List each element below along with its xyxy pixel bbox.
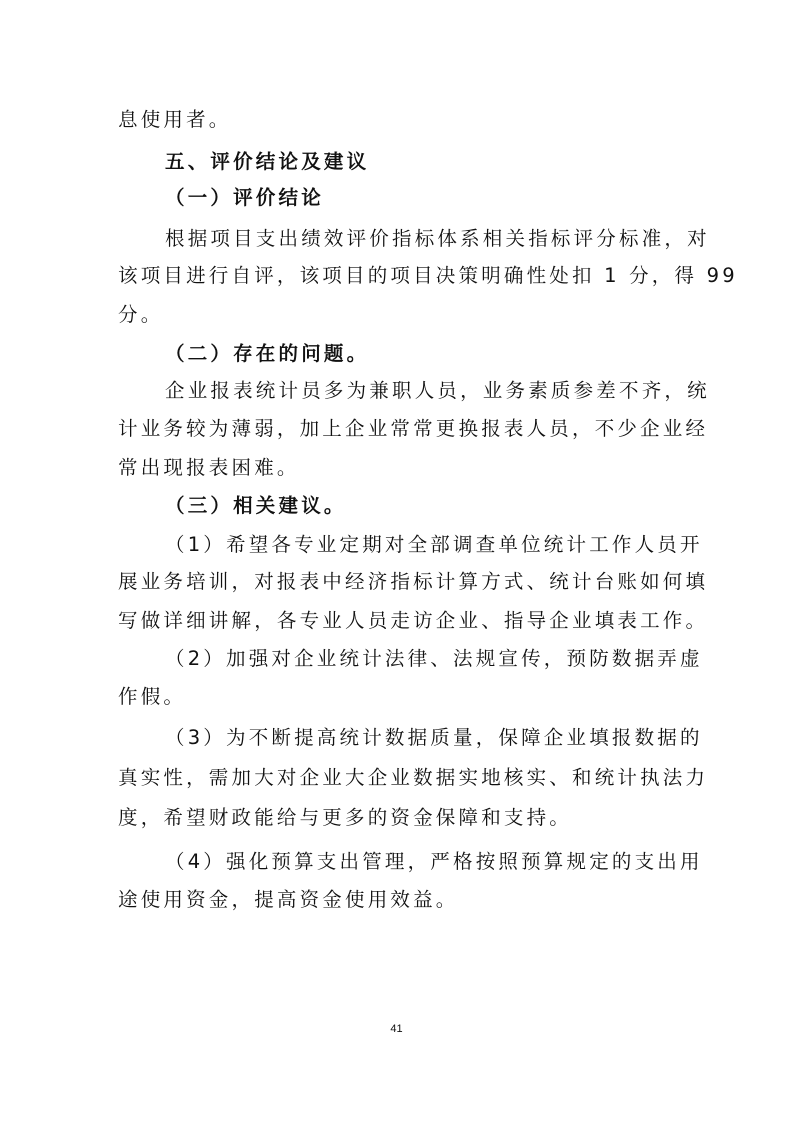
paragraph-line: 计业务较为薄弱，加上企业常常更换报表人员，不少企业经 xyxy=(118,417,709,440)
paragraph-line: （4）强化预算支出管理，严格按照预算规定的支出用 xyxy=(165,850,703,873)
paragraph-line: （2）加强对企业统计法律、法规宣传，预防数据弄虚 xyxy=(165,647,703,670)
paragraph-line: 作假。 xyxy=(118,685,187,708)
subsection-heading: （二）存在的问题。 xyxy=(165,342,370,365)
paragraph-line: （3）为不断提高统计数据质量，保障企业填报数据的 xyxy=(165,726,703,749)
paragraph-line: 度，希望财政能给与更多的资金保障和支持。 xyxy=(118,806,573,829)
paragraph-line: 展业务培训，对报表中经济指标计算方式、统计台账如何填 xyxy=(118,570,709,593)
subsection-heading: （三）相关建议。 xyxy=(165,494,347,517)
subsection-heading: （一）评价结论 xyxy=(165,186,324,209)
section-heading: 五、评价结论及建议 xyxy=(165,150,370,173)
paragraph-line: 途使用资金，提高资金使用效益。 xyxy=(118,888,459,911)
paragraph-line: 息使用者。 xyxy=(118,108,232,131)
paragraph-line: 企业报表统计员多为兼职人员，业务素质参差不齐，统 xyxy=(165,379,710,402)
paragraph-line: 根据项目支出绩效评价指标体系相关指标评分标准，对 xyxy=(165,227,710,250)
paragraph-line: （1）希望各专业定期对全部调查单位统计工作人员开 xyxy=(165,533,703,556)
page-number: 41 xyxy=(390,1023,403,1035)
paragraph-line: 分。 xyxy=(118,303,164,326)
paragraph-line: 该项目进行自评，该项目的项目决策明确性处扣 1 分，得 99 xyxy=(118,264,738,287)
paragraph-line: 写做详细讲解，各专业人员走访企业、指导企业填表工作。 xyxy=(118,609,709,632)
paragraph-line: 常出现报表困难。 xyxy=(118,456,300,479)
paragraph-line: 真实性，需加大对企业大企业数据实地核实、和统计执法力 xyxy=(118,766,709,789)
